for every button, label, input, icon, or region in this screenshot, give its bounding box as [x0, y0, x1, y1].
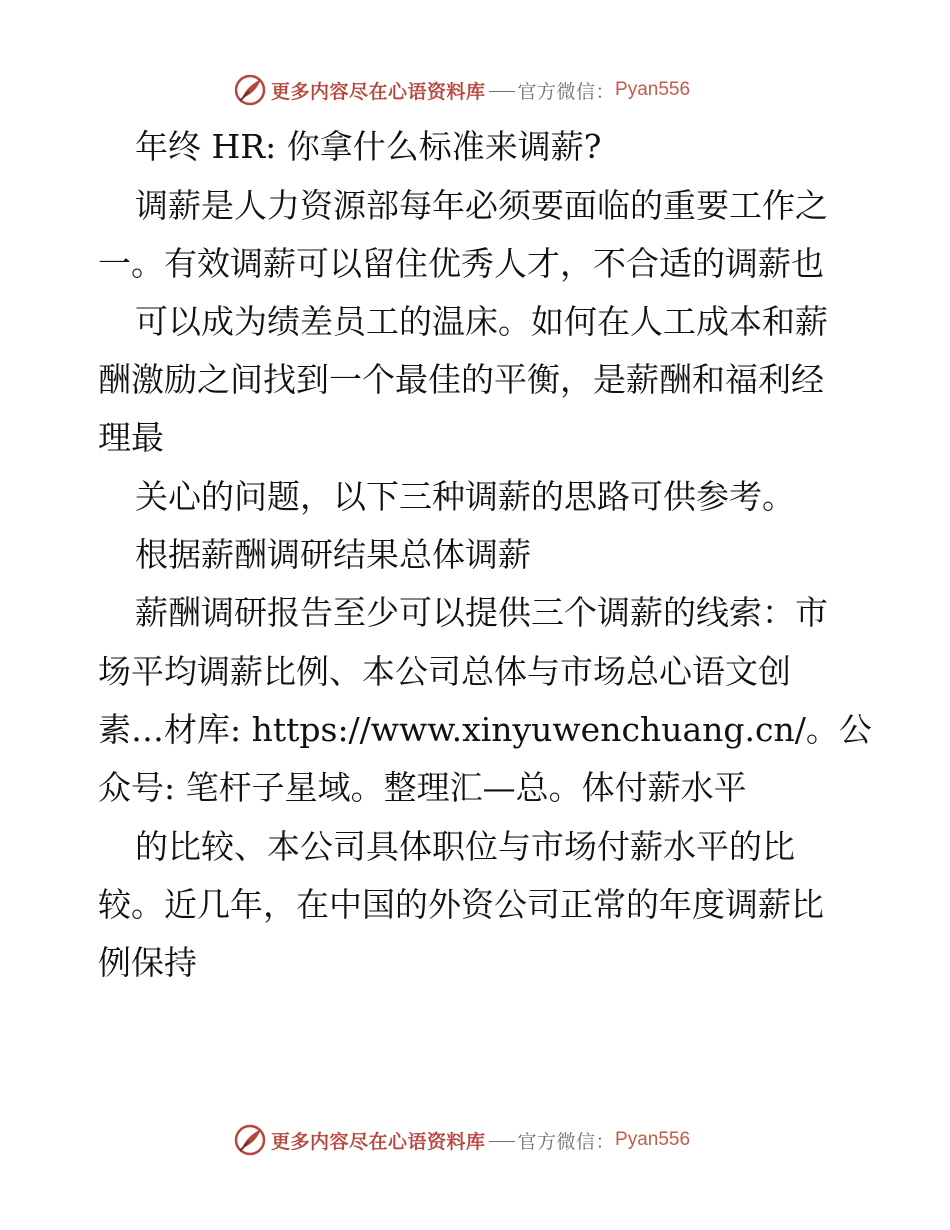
- text-line: 例保持: [98, 943, 197, 982]
- text-line: 理最: [98, 418, 164, 457]
- article-title: 年终 HR: 你拿什么标准来调薪?: [135, 127, 602, 166]
- feather-logo-icon: [233, 1123, 267, 1157]
- text-line: 众号: 笔杆子星域。整理汇—总。体付薪水平: [98, 768, 747, 807]
- text-line: 较。近几年，在中国的外资公司正常的年度调薪比: [98, 885, 824, 924]
- text-line: 可以成为绩差员工的温床。如何在人工成本和薪: [135, 302, 828, 341]
- banner-dash: [489, 1141, 515, 1142]
- footer-banner: [233, 1122, 690, 1158]
- text-line: 酬激励之间找到一个最佳的平衡，是薪酬和福利经: [98, 360, 824, 399]
- feather-logo-icon: [233, 73, 267, 107]
- text-line: 一。有效调薪可以留住优秀人才，不合适的调薪也: [98, 244, 824, 283]
- text-line: 调薪是人力资源部每年必须要面临的重要工作之: [135, 186, 828, 225]
- banner-label-text: 官方微信：: [517, 80, 616, 103]
- text-line: 薪酬调研报告至少可以提供三个调薪的线索：市: [135, 593, 828, 632]
- section-heading: 根据薪酬调研结果总体调薪: [135, 535, 531, 574]
- banner-brand-text: 更多内容尽在心语资料库: [271, 1130, 486, 1153]
- banner-label-text: 官方微信：: [517, 1130, 616, 1153]
- header-banner: [233, 72, 690, 108]
- banner-wechat-id: Pyan556: [615, 1129, 691, 1150]
- banner-brand-text: 更多内容尽在心语资料库: [271, 80, 486, 103]
- text-line: 关心的问题，以下三种调薪的思路可供参考。: [135, 477, 795, 516]
- banner-dash: [489, 91, 515, 92]
- text-line: 的比较、本公司具体职位与市场付薪水平的比: [135, 827, 795, 866]
- text-line: 场平均调薪比例、本公司总体与市场总心语文创: [98, 652, 791, 691]
- banner-wechat-id: Pyan556: [615, 79, 691, 100]
- text-line: 素…材库: https://www.xinyuwenchuang.cn/。公: [98, 710, 872, 749]
